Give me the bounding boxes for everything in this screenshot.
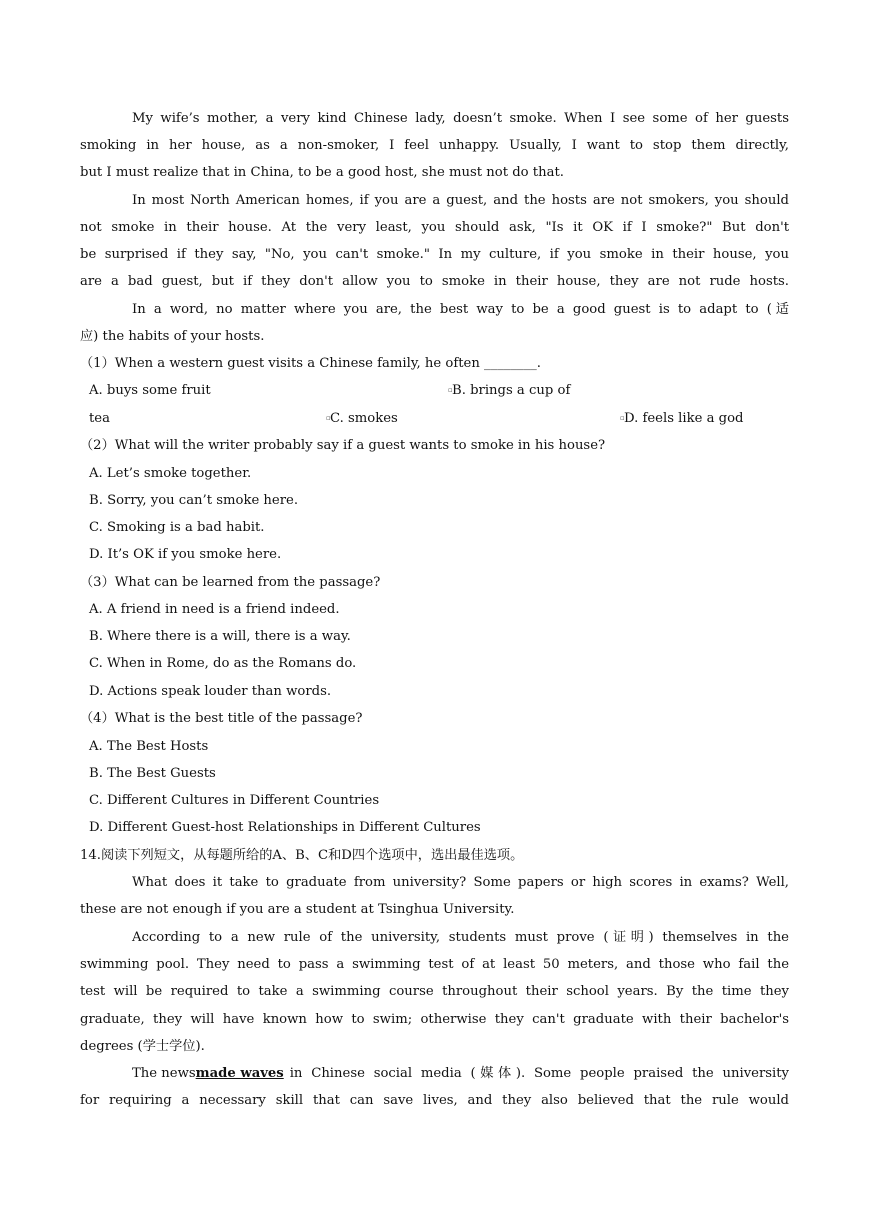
option-a: A. A friend in need is a friend indeed.: [89, 602, 340, 617]
option-c: C. When in Rome, do as the Romans do.: [89, 656, 357, 671]
question-stem: （4）What is the best title of the passage?: [80, 711, 363, 726]
passage-line: smoking in her house, as a non-smoker, I feel unhappy. Usually, I want to stop them directly,: [80, 138, 789, 153]
option-c: C. Different Cultures in Different Countries: [89, 793, 380, 808]
question-stem: （2）What will the writer probably say if a guest wants to smoke in his house?: [80, 438, 606, 453]
passage-line: for requiring a necessary skill that can save lives, and they also believed that the rule would: [80, 1093, 789, 1108]
passage-line: My wife’s mother, a very kind Chinese lady, doesn’t smoke. When I see some of her guests: [132, 111, 789, 126]
option-b-continued: tea: [89, 411, 110, 426]
passage-line: In most North American homes, if you are a guest, and the hosts are not smokers, you should: [132, 193, 789, 208]
passage-line: but I must realize that in China, to be a good host, she must not do that.: [80, 165, 564, 180]
passage-line: are a bad guest, but if they don't allow you to smoke in their house, they are not rude hosts.: [80, 274, 789, 289]
news-start: The news: [132, 1066, 196, 1081]
option-c: C. smokes: [330, 411, 398, 426]
option-b: B. Sorry, you can’t smoke here.: [89, 493, 299, 508]
option-d: D. It’s OK if you smoke here.: [89, 547, 282, 562]
passage-line: be surprised if they say, "No, you can't smoke." In my culture, if you smoke in their house, you: [80, 247, 789, 262]
underlined-phrase: made waves: [195, 1066, 284, 1081]
passage-line: these are not enough if you are a student at Tsinghua University.: [80, 902, 515, 917]
option-d: D. Different Guest-host Relationships in Different Cultures: [89, 820, 481, 835]
option-marker: ▫: [448, 386, 453, 394]
option-d: D. Actions speak louder than words.: [89, 684, 332, 699]
option-b: B. brings a cup of: [452, 383, 571, 398]
section-instruction: 14.阅读下列短文，从每题所给的A、B、C和D四个选项中，选出最佳选项。: [80, 848, 524, 863]
option-marker: ▫: [620, 414, 625, 422]
question-stem: （1）When a western guest visits a Chinese family, he often ________.: [80, 356, 541, 371]
passage-line: According to a new rule of the university, students must prove (证明) themselves in the: [132, 930, 789, 945]
option-a: A. buys some fruit: [89, 383, 211, 398]
passage-line: test will be required to take a swimming course throughout their school years. By the time they: [80, 984, 789, 999]
passage-line: not smoke in their house. At the very least, you should ask, "Is it OK if I smoke?" But don't: [80, 220, 789, 235]
passage-line: degrees (学士学位).: [80, 1039, 205, 1054]
passage-line: What does it take to graduate from university? Some papers or high scores in exams? Well,: [132, 875, 789, 890]
news-rest: in Chinese social media (媒体). Some people praised the university: [289, 1066, 789, 1081]
option-b: B. The Best Guests: [89, 766, 216, 781]
option-a: A. The Best Hosts: [89, 739, 209, 754]
option-b: B. Where there is a will, there is a way.: [89, 629, 351, 644]
option-marker: ▫: [326, 414, 331, 422]
passage-line-news: [132, 1065, 789, 1083]
option-d: D. feels like a god: [624, 411, 744, 426]
question-stem: （3）What can be learned from the passage?: [80, 575, 381, 590]
passage-line: swimming pool. They need to pass a swimming test of at least 50 meters, and those who fail the: [80, 957, 789, 972]
option-a: A. Let’s smoke together.: [89, 466, 252, 481]
passage-line: In a word, no matter where you are, the best way to be a good guest is to adapt to (适: [132, 302, 789, 317]
passage-line: graduate, they will have known how to swim; otherwise they can't graduate with their bachelor's: [80, 1012, 789, 1027]
passage-line: 应) the habits of your hosts.: [80, 329, 265, 344]
option-c: C. Smoking is a bad habit.: [89, 520, 265, 535]
